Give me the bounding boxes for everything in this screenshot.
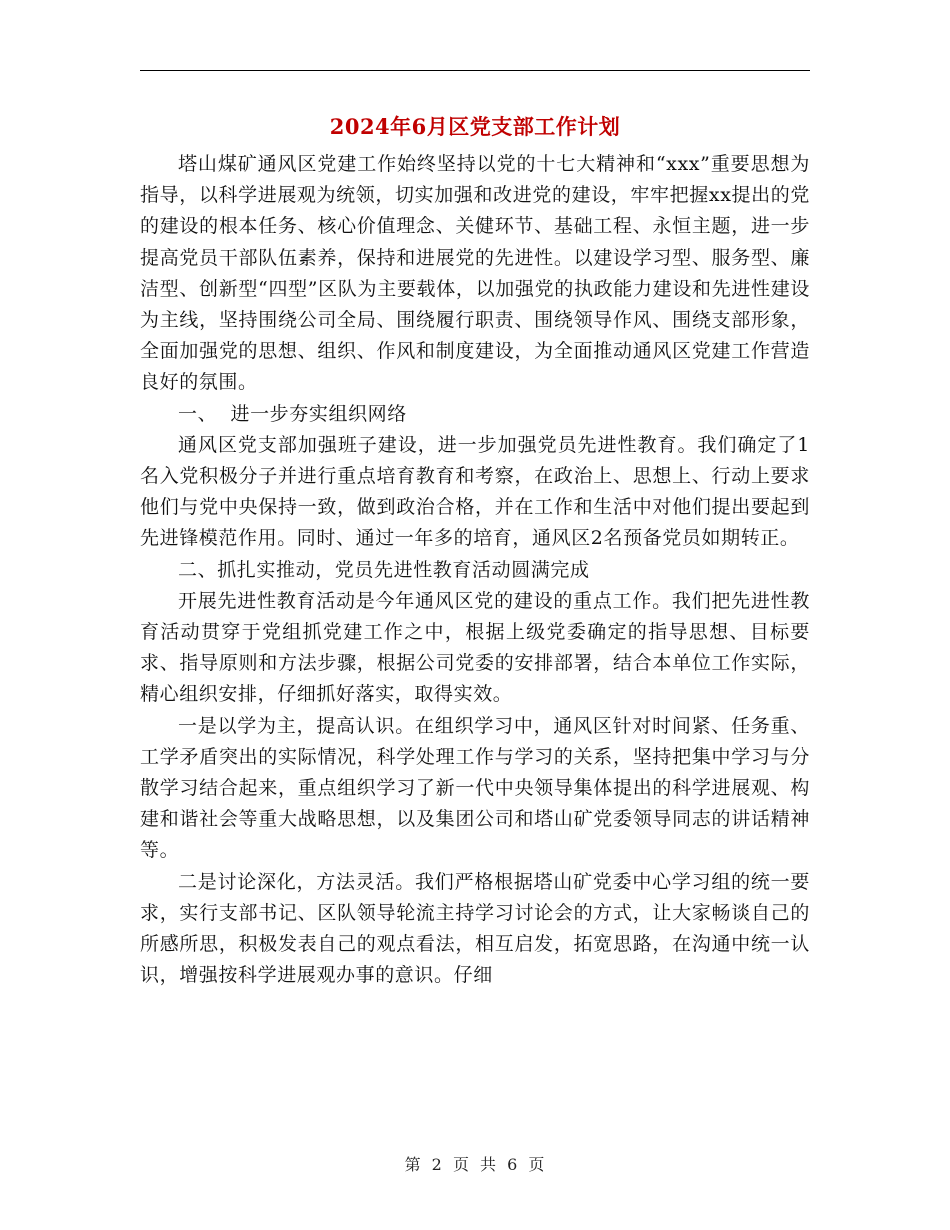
document-body: [140, 149, 810, 991]
paragraph-section-1: 通风区党支部加强班子建设，进一步加强党员先进性教育。我们确定了1名入党积极分子并进行重点培育教育和考察，在政治上、思想上、行动上要求他们与党中央保持一致，做到政治合格，并在工作和生活中对他们提出要起到先进锋模范作用。同时、通过一年多的培育，通风区2名预备党员如期转正。: [140, 433, 810, 550]
paragraph-section-2: 开展先进性教育活动是今年通风区党的建设的重点工作。我们把先进性教育活动贯穿于党组抓党建工作之中，根据上级党委确定的指导思想、目标要求、指导原则和方法步骤，根据公司党委的安排部署，结合本单位工作实际，精心组织安排，仔细抓好落实，取得实效。: [140, 589, 810, 706]
section-heading-2: 二、抓扎实推动，党员先进性教育活动圆满完成: [178, 558, 590, 581]
header-rule: [140, 70, 810, 71]
paragraph-point-2: 二是讨论深化，方法灵活。我们严格根据塔山矿党委中心学习组的统一要求，实行支部书记、区队领导轮流主持学习讨论会的方式，让大家畅谈自己的所感所思，积极发表自己的观点看法，相互启发，拓宽思路，在沟通中统一认识，增强按科学进展观办事的意识。仔细: [140, 870, 810, 987]
page-footer: 第 2 页 共 6 页: [404, 1155, 546, 1174]
paragraph-intro: 塔山煤矿通风区党建工作始终坚持以党的十七大精神和“xxx”重要思想为指导，以科学进展观为统领，切实加强和改进党的建设，牢牢把握xx提出的党的建设的根本任务、核心价值理念、关健环节、基础工程、永恒主题，进一步提高党员干部队伍素养，保持和进展党的先进性。以建设学习型、服务型、廉洁型、创新型“四型”区队为主要载体，以加强党的执政能力建设和先进性建设为主线，坚持围绕公司全局、围绕履行职责、围绕领导作风、围绕支部形象，全面加强党的思想、组织、作风和制度建设，为全面推动通风区党建工作营造良好的氛围。: [140, 153, 810, 394]
document-title: 2024年6月区党支部工作计划: [329, 114, 621, 139]
paragraph-point-1: 一是以学为主，提高认识。在组织学习中，通风区针对时间紧、任务重、工学矛盾突出的实际情况，科学处理工作与学习的关系，坚持把集中学习与分散学习结合起来，重点组织学习了新一代中央领导集体提出的科学进展观、构建和谐社会等重大战略思想，以及集团公司和塔山矿党委领导同志的讲话精神等。: [140, 714, 810, 862]
section-heading-1: 一、 进一步夯实组织网络: [178, 402, 407, 425]
